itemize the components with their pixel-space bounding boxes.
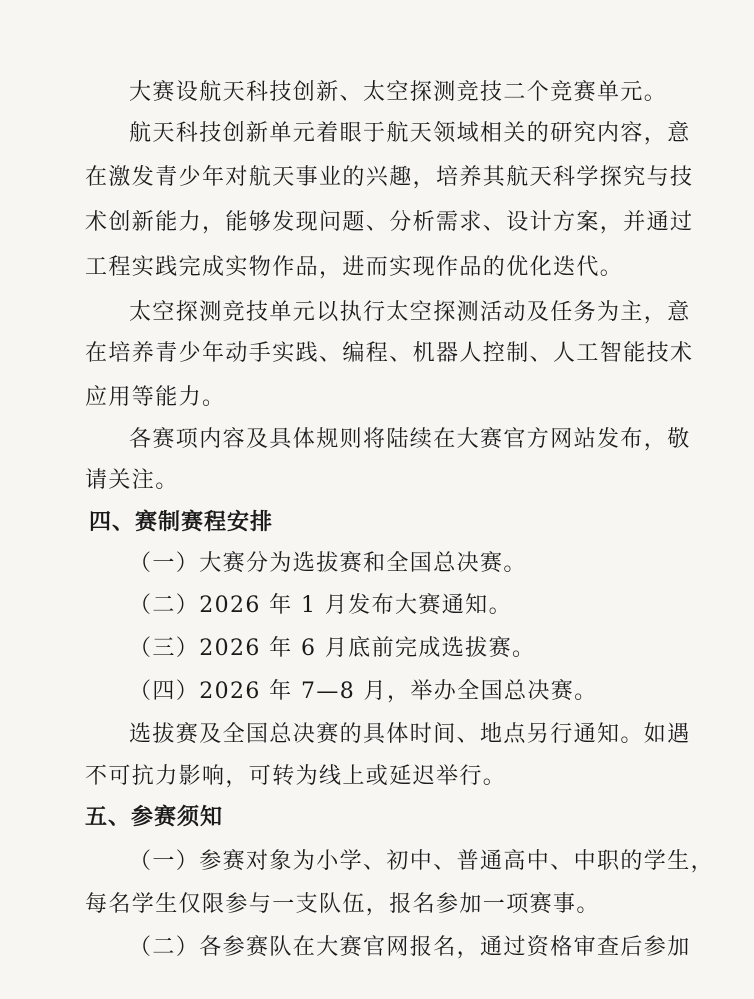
paragraph-line-6: 太空探测竞技单元以执行太空探测活动及任务为主，意 <box>129 300 691 325</box>
paragraph-line-4: 术创新能力，能够发现问题、分析需求、设计方案，并通过 <box>85 210 694 235</box>
paragraph-line-5: 工程实践完成实物作品，进而实现作品的优化迭代。 <box>85 255 624 280</box>
section-heading-5: 五、参赛须知 <box>85 805 224 830</box>
paragraph-line-8: 应用等能力。 <box>85 385 226 410</box>
list-item-5-1: （一）参赛对象为小学、初中、普通高中、中职的学生， <box>129 849 715 874</box>
list-item-4-4: （四）2026 年 7—8 月，举办全国总决赛。 <box>129 679 598 704</box>
paragraph-line-7: 在培养青少年动手实践、编程、机器人控制、人工智能技术 <box>85 341 694 366</box>
paragraph-line-3: 在激发青少年对航天事业的兴趣，培养其航天科学探究与技 <box>85 165 694 190</box>
paragraph-line-9: 各赛项内容及具体规则将陆续在大赛官方网站发布，敬 <box>129 427 691 452</box>
section-heading-4: 四、赛制赛程安排 <box>89 510 274 535</box>
list-item-4-1: （一）大赛分为选拔赛和全国总决赛。 <box>129 551 527 576</box>
paragraph-line-11: 选拔赛及全国总决赛的具体时间、地点另行通知。如遇 <box>129 722 691 747</box>
list-item-4-3: （三）2026 年 6 月底前完成选拔赛。 <box>129 636 536 661</box>
list-item-4-2: （二）2026 年 1 月发布大赛通知。 <box>129 593 512 618</box>
paragraph-line-1: 大赛设航天科技创新、太空探测竞技二个竞赛单元。 <box>129 80 668 105</box>
paragraph-line-12: 不可抗力影响，可转为线上或延迟举行。 <box>85 764 507 789</box>
paragraph-line-13: 每名学生仅限参与一支队伍，报名参加一项赛事。 <box>85 892 600 917</box>
list-item-5-2: （二）各参赛队在大赛官网报名，通过资格审查后参加 <box>129 935 691 960</box>
paragraph-line-10: 请关注。 <box>85 468 179 493</box>
paragraph-line-2: 航天科技创新单元着眼于航天领域相关的研究内容，意 <box>129 121 691 146</box>
